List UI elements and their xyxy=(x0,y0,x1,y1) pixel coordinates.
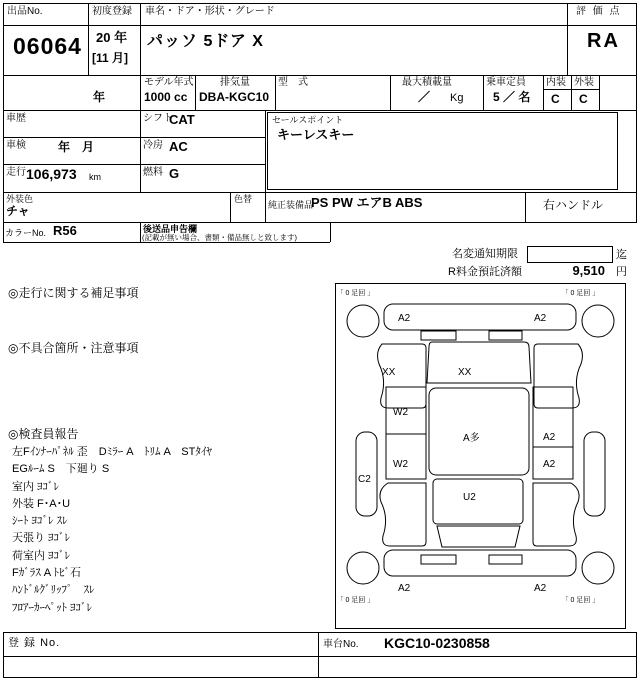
wheel-rear-left-icon xyxy=(347,552,379,584)
color-change-label: 色替 xyxy=(234,194,253,204)
undercarriage-corner-label: ｢ 0 足回 ｣ xyxy=(565,597,596,604)
exterior-grade-label: 外装 xyxy=(574,77,594,88)
table-line xyxy=(3,632,4,677)
headlight-left-icon xyxy=(421,331,456,340)
table-line xyxy=(330,222,331,242)
interior-grade-value: C xyxy=(551,92,560,106)
wheel-front-right-icon xyxy=(582,305,614,337)
shift-label: シフト xyxy=(143,113,173,124)
sales-point-label: セールスポイント xyxy=(272,115,344,125)
interior-grade-label: 内装 xyxy=(546,77,566,88)
roof-panel xyxy=(429,388,529,475)
exhibit-no-label: 出品No. xyxy=(7,6,43,17)
undercarriage-corner-label: ｢ 0 足回 ｣ xyxy=(565,290,596,297)
sales-point-value: キーレスキー xyxy=(277,127,355,142)
inspector-report-line: ﾊﾝﾄﾞﾙｸﾞﾘｯﾌﾟ ｽﾚ xyxy=(12,584,95,597)
damage-mark-left-rear-door: W2 xyxy=(393,459,408,470)
right-sill-panel xyxy=(584,432,605,516)
table-line xyxy=(275,75,276,110)
chassis-no-value: KGC10-0230858 xyxy=(384,635,490,651)
mileage-unit: km xyxy=(89,172,101,182)
front-bumper-panel xyxy=(384,304,576,330)
table-line xyxy=(525,192,526,222)
table-line xyxy=(140,3,141,192)
front-fender-right-panel xyxy=(534,344,582,408)
mileage-label: 走行 xyxy=(6,167,26,178)
inspector-report-line: Fｶﾞﾗｽ A ﾄﾋﾞ石 xyxy=(12,567,82,580)
table-line xyxy=(3,3,4,242)
table-line xyxy=(483,75,484,110)
damage-mark-rear-bumper-left: A2 xyxy=(398,583,411,594)
exterior-color-label: 外装色 xyxy=(6,194,34,204)
aircon-label: 冷房 xyxy=(143,140,163,151)
table-line xyxy=(3,677,637,678)
table-line xyxy=(543,75,544,110)
model-year-value: 年 xyxy=(93,90,106,104)
table-line xyxy=(3,656,637,657)
recycle-fee-unit: 円 xyxy=(616,266,627,278)
table-line xyxy=(88,3,89,75)
table-line xyxy=(636,3,637,222)
damage-mark-front-bumper-right: A2 xyxy=(534,313,547,324)
table-line xyxy=(3,75,637,76)
trunk-panel xyxy=(437,526,520,547)
inspector-report-line: 天張り ﾖｺﾞﾚ xyxy=(12,532,71,545)
name-change-deadline-field xyxy=(527,246,613,263)
table-line xyxy=(3,3,637,4)
equipment-value: PS PW エアB ABS xyxy=(311,195,423,210)
inspector-report-list xyxy=(12,444,212,617)
name-change-deadline-suffix: 迄 xyxy=(616,249,627,261)
table-line xyxy=(3,25,637,26)
model-year-label: モデル年式 xyxy=(144,77,194,88)
rear-bumper-panel xyxy=(384,550,576,576)
inspector-report-line: 荷室内 ﾖｺﾞﾚ xyxy=(12,549,71,562)
max-load-value: ／ xyxy=(418,90,431,104)
inspector-report-line: EGﾙｰﾑ S 下廻り S xyxy=(12,463,110,476)
undercarriage-corner-label: ｢ 0 足回 ｣ xyxy=(340,290,371,297)
inspector-report-line: ﾌﾛｱｰｶｰﾍﾟｯﾄ ﾖｺﾞﾚ xyxy=(12,601,93,614)
table-line xyxy=(571,75,572,110)
equipment-label: 純正装備品 xyxy=(268,200,314,210)
table-line xyxy=(230,192,231,222)
name-change-deadline-label: 名変通知期限 xyxy=(452,248,518,260)
table-line xyxy=(265,110,266,222)
exterior-color-value: チャ xyxy=(6,204,30,218)
steering-position: 右ハンドル xyxy=(543,198,604,212)
displacement-value: 1000 cc xyxy=(144,90,188,104)
model-code-value: DBA-KGC10 xyxy=(199,90,270,104)
table-line xyxy=(3,192,637,193)
displacement-label: 排気量 xyxy=(220,77,250,88)
first-registration-label: 初度登録 xyxy=(92,6,132,17)
shift-value: CAT xyxy=(169,112,195,127)
table-line xyxy=(3,222,637,223)
registration-no-label: 登 録 No. xyxy=(8,637,61,649)
damage-mark-roof: A多 xyxy=(463,433,480,444)
wheel-rear-right-icon xyxy=(582,552,614,584)
damage-mark-rear-gate: U2 xyxy=(463,492,476,503)
inspection-value: 年 月 xyxy=(58,140,95,154)
inspector-report-line: 外装 F･A･U xyxy=(12,497,71,510)
damage-mark-right-rear-door: A2 xyxy=(543,459,556,470)
table-line xyxy=(599,75,600,110)
table-line xyxy=(636,632,637,677)
rear-gate-panel xyxy=(433,479,523,524)
table-line xyxy=(3,137,265,138)
rear-quarter-right-panel xyxy=(533,483,579,546)
table-line xyxy=(3,110,637,111)
taillight-left-icon xyxy=(421,555,456,564)
table-line xyxy=(3,164,265,165)
inspection-label: 車検 xyxy=(6,140,26,151)
hood-panel xyxy=(427,342,531,383)
fuel-label: 燃料 xyxy=(143,167,163,178)
exhibit-no-value: 06064 xyxy=(13,33,82,59)
car-damage-diagram xyxy=(335,283,626,629)
car-name-label: 車名・ドア・形状・グレード xyxy=(145,6,275,17)
table-line xyxy=(318,632,319,677)
damage-mark-right-front-door: A2 xyxy=(543,432,556,443)
max-load-unit: Kg xyxy=(450,92,464,104)
damage-mark-front-fender-left: XX xyxy=(382,367,396,378)
inspector-report-line: 左Fｲﾝﾅｰﾊﾟﾈﾙ 歪 Dﾐﾗｰ A ﾄﾘﾑ A STﾀｲﾔ xyxy=(12,446,212,458)
table-line xyxy=(195,75,196,110)
chassis-no-label: 車台No. xyxy=(323,639,359,650)
inspector-report-line: 室内 ﾖｺﾞﾚ xyxy=(12,480,60,493)
damage-mark-left-sill: C2 xyxy=(358,474,371,485)
taillight-right-icon xyxy=(489,555,522,564)
table-line xyxy=(567,3,568,75)
car-history-label: 車歴 xyxy=(6,113,26,124)
later-items-label: 後送品申告欄 xyxy=(143,224,198,234)
table-line xyxy=(390,75,391,110)
inspector-report-line: ｼｰﾄ ﾖｺﾞﾚ ｽﾚ xyxy=(12,515,68,528)
defects-title: ◎不具合箇所・注意事項 xyxy=(8,341,139,355)
damage-mark-rear-bumper-right: A2 xyxy=(534,583,547,594)
headlight-right-icon xyxy=(489,331,522,340)
table-line xyxy=(3,632,637,633)
rating-value: RA xyxy=(587,30,620,52)
aircon-value: AC xyxy=(169,139,188,154)
first-registration-month: [11 月] xyxy=(92,51,129,65)
car-name-value: パッソ 5ドア X xyxy=(147,33,264,50)
fuel-value: G xyxy=(169,166,180,181)
rear-quarter-left-panel xyxy=(380,483,426,546)
capacity-value: 5 ／ 名 xyxy=(493,90,531,104)
recycle-fee-value: 9,510 xyxy=(572,263,605,278)
recycle-fee-label: R料金預託済額 xyxy=(448,266,522,278)
exterior-grade-value: C xyxy=(579,92,588,106)
capacity-label: 乗車定員 xyxy=(486,77,526,88)
rating-label: 評 価 点 xyxy=(576,6,622,17)
later-items-note: (記載が無い場合、書類・備品無しと致します) xyxy=(142,233,297,242)
inspector-report-title: ◎検査員報告 xyxy=(8,427,79,441)
table-line xyxy=(140,222,141,242)
max-load-label: 最大積載量 xyxy=(402,77,452,88)
color-no-value: R56 xyxy=(53,223,77,238)
mileage-value: 106,973 xyxy=(26,166,77,182)
damage-mark-front-bumper-left: A2 xyxy=(398,313,411,324)
wheel-front-left-icon xyxy=(347,305,379,337)
first-registration-year: 20 年 xyxy=(96,30,128,45)
model-code-label: 型 式 xyxy=(278,77,308,88)
damage-mark-hood: XX xyxy=(458,367,472,378)
color-no-label: カラーNo. xyxy=(5,228,47,238)
undercarriage-corner-label: ｢ 0 足回 ｣ xyxy=(340,597,371,604)
damage-mark-left-front-door: W2 xyxy=(393,407,408,418)
mileage-notes-title: ◎走行に関する補足事項 xyxy=(8,286,139,300)
